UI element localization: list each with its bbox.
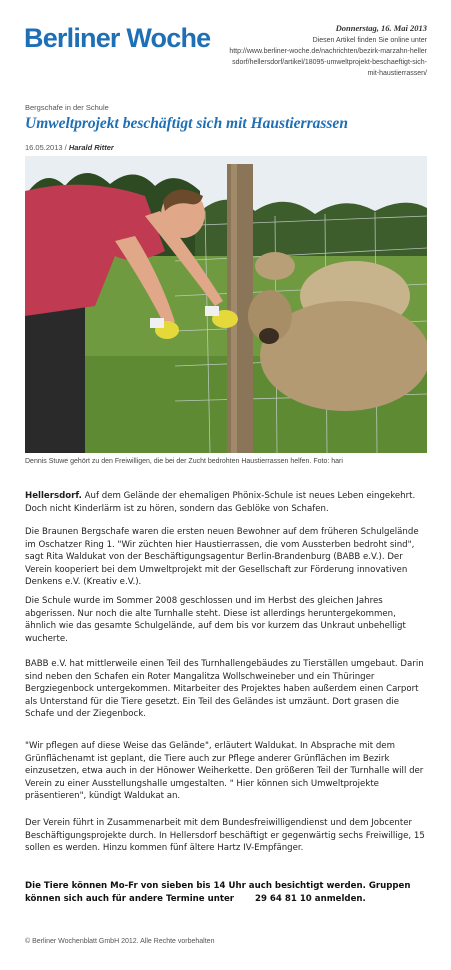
meta-separator: /: [62, 143, 69, 152]
footer-copyright: © Berliner Wochenblatt GmbH 2012. Alle Rechte vorbehalten: [25, 938, 215, 945]
paragraph: Der Verein führt in Zusammenarbeit mit dem Bundesfreiwilligendienst und dem Jobcenter Beschäftigungsprojekte durch. In Hellersdorf beschäftigt er gegenwärtig sechs Freiwillige, 15 sollen es werden. Hinzu kommen fünf ältere Hartz IV-Empfänger.: [25, 818, 425, 854]
lead-paragraph: [25, 490, 427, 515]
article-title: Umweltprojekt beschäftigt sich mit Haustierrassen: [25, 115, 348, 132]
article-kicker: Bergschafe in der Schule: [25, 103, 109, 112]
lead-text: Auf dem Gelände der ehemaligen Phönix-Schule ist neues Leben eingekehrt. Doch nicht Kinderlärm ist zu hören, sondern das Geblöke von Schafen.: [25, 491, 416, 514]
article-date: 16.05.2013: [25, 143, 63, 152]
lead-place: Hellersdorf.: [25, 491, 82, 501]
header-info: [227, 23, 427, 79]
issue-date: Donnerstag, 16. Mai 2013: [335, 23, 427, 33]
paragraph: "Wir pflegen auf diese Weise das Gelände", erläutert Waldukat. In Absprache mit dem Grünflächenamt ist geplant, die Tiere auch zur Pflege anderer Grünflächen im Bezirk einzusetzen, etwa auch in der Hönower Weiherkette. Den größeren Teil der Turnhalle will der Verein zu einer Ausstellungshalle umgestalten. " Hier können sich Umweltprojekte präsentieren", kündigt Waldukat an.: [25, 741, 424, 802]
article-meta: [25, 143, 114, 152]
photo-caption: Dennis Stuwe gehört zu den Freiwilligen, die bei der Zucht bedrohten Haustierrassen helfen. Foto: hari: [25, 458, 343, 465]
paragraph: Die Schule wurde im Sommer 2008 geschlossen und im Herbst des gleichen Jahres abgerissen. Nur noch die alte Turnhalle steht. Diese ist allerdings heruntergekommen, ähnlich wie das gesamte Schulgelände, auf dem bis vor kurzem das Unkraut unbehelligt wucherte.: [25, 596, 406, 644]
article-photo: [25, 156, 427, 453]
closing-paragraph: Die Tiere können Mo-Fr von sieben bis 14 Uhr auch besichtigt werden. Gruppen können sich auch für andere Termine unter 29 64 81 10 anmelden.: [25, 881, 414, 904]
article-author: Harald Ritter: [68, 143, 114, 152]
photo-illustration: [25, 156, 427, 453]
logo: Berliner Woche: [24, 23, 211, 53]
paragraph: Die Braunen Bergschafe waren die ersten neuen Bewohner auf dem früheren Schulgelände im Oschatzer Ring 1. "Wir züchten hier Haustierrassen, die vom Aussterben bedroht sind", sagt Rita Waldukat von der Beschäftigungsagentur Berlin-Brandenburg (BABB e.V.). Der Verein kooperiert bei dem Umweltprojekt mit der Gesellschaft zur Förderung innovativen Denkens e.V. (Kreativ e.V.).: [25, 527, 419, 588]
paragraph: BABB e.V. hat mittlerweile einen Teil des Turnhallengebäudes zu Tierställen umgebaut. Darin sind neben den Schafen ein Roter Mangalitza Wollschweineber und ein Thüringer Bergziegenbock untergekommen. Mitarbeiter des Projektes haben außerdem einen Carport als Unterstand für die Tiere gesetzt. Ein Teil des Geländes ist umzäunt. Dort grasen die Schafe und der Ziegenbock.: [25, 659, 424, 720]
online-note: Diesen Artikel finden Sie online unter: [312, 37, 427, 44]
article-url[interactable]: http://www.berliner-woche.de/nachrichten/bezirk-marzahn-hellersdorf/hellersdorf/artikel/18095-umweltprojekt-beschaeftigt-sich-mit-haustierrassen/: [229, 48, 427, 77]
